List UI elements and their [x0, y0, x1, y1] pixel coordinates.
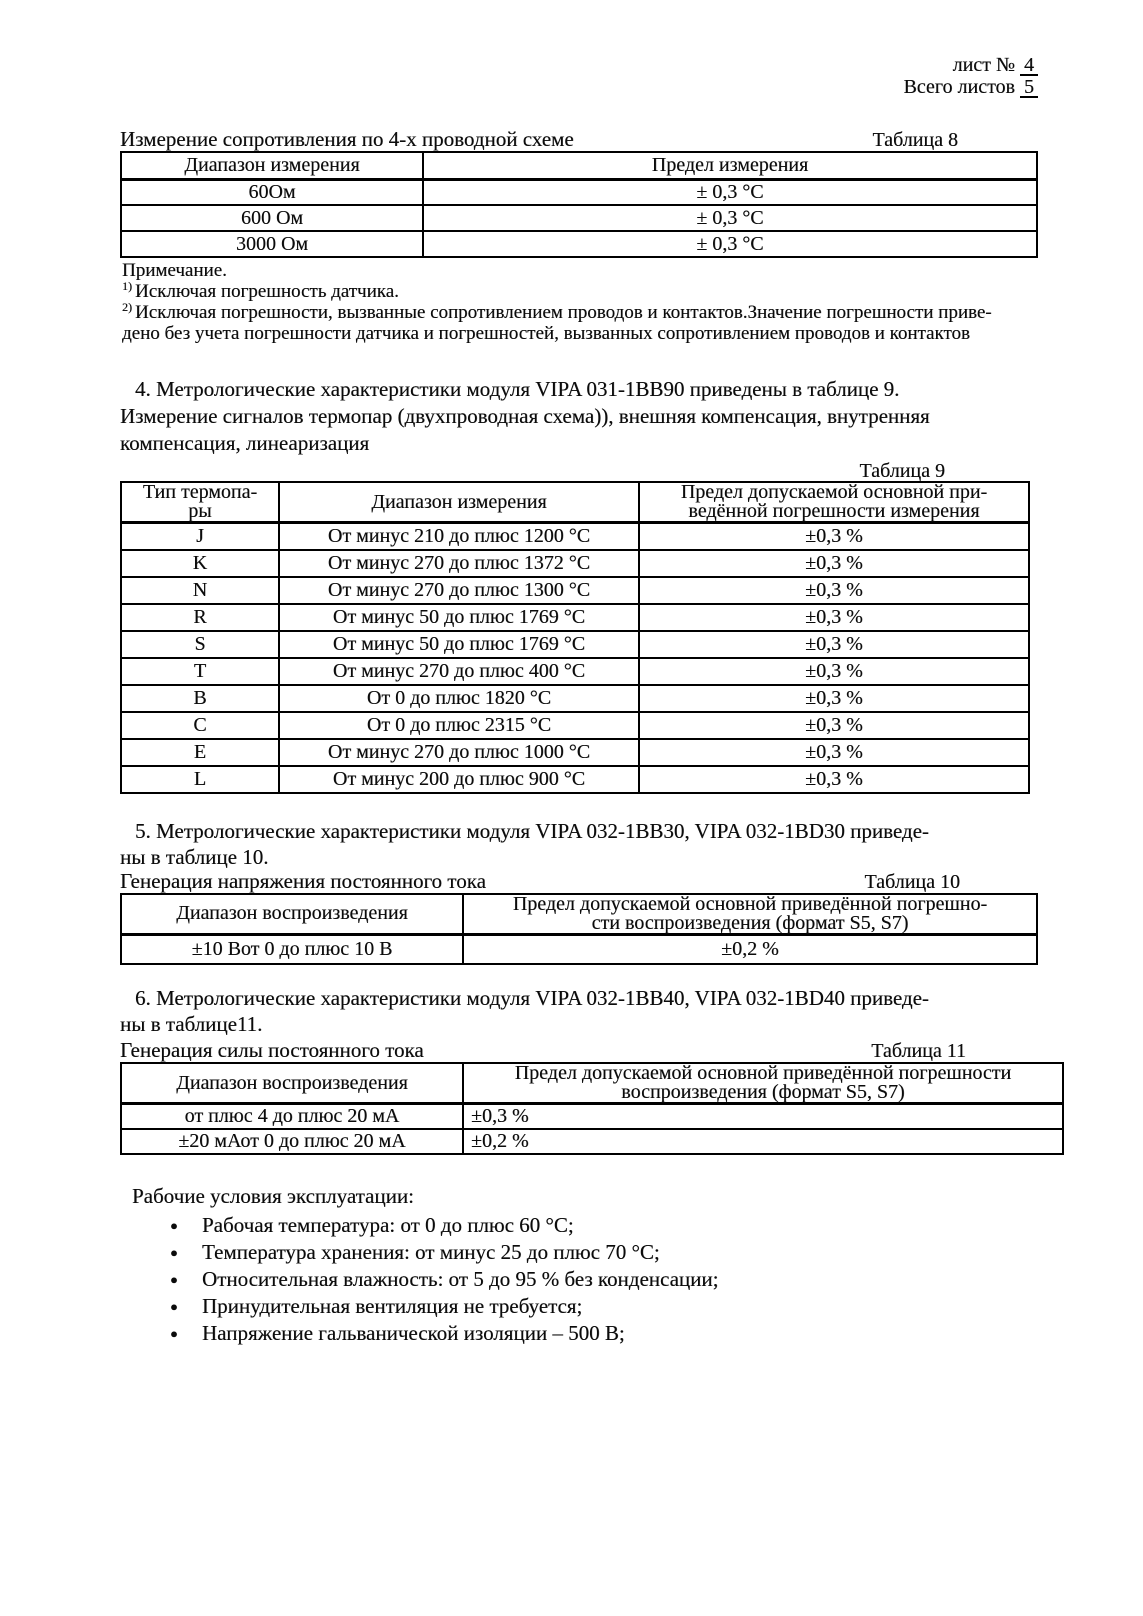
table-row — [121, 631, 1029, 658]
list-item-text: Относительная влажность: от 5 до 95 % без конденсации; — [202, 1267, 719, 1291]
bullet-icon: ● — [170, 1245, 178, 1260]
table-row — [121, 658, 1029, 685]
section-4-paragraph — [120, 376, 1038, 457]
table-cell: R — [121, 604, 279, 631]
table-cell: ±10 Вот 0 до плюс 10 В — [121, 934, 463, 964]
list-item — [170, 1212, 1143, 1239]
table-9 — [120, 481, 1030, 794]
paragraph-line: 4. Метрологические характеристики модуля VIPA 031-1BB90 приведены в таблице 9. — [135, 377, 900, 401]
total-sheets-label: Всего листов — [903, 76, 1015, 98]
table10-header-row — [121, 894, 1037, 935]
table8-header-cell: Диапазон измерения — [121, 152, 423, 179]
footnote-2-line — [122, 299, 1023, 323]
table-row — [121, 739, 1029, 766]
section-6-paragraph — [120, 985, 1038, 1037]
table-cell: S — [121, 631, 279, 658]
bullet-icon: ● — [170, 1272, 178, 1287]
table10-header-cell — [463, 894, 1037, 935]
table-cell: B — [121, 685, 279, 712]
list-item — [170, 1239, 1143, 1266]
table-cell: ±0,3 % — [639, 712, 1029, 739]
table-cell: ±0,3 % — [639, 523, 1029, 550]
table11-caption: Генерация силы постоянного тока — [120, 1038, 424, 1062]
table10-label: Таблица 10 — [864, 870, 960, 893]
table-cell: ±0,3 % — [639, 631, 1029, 658]
list-item-text: Температура хранения: от минус 25 до плюс 70 °С; — [202, 1240, 660, 1264]
header-line: воспроизведения (формат S5, S7) — [621, 1081, 905, 1103]
table-cell: ± 0,3 °С — [423, 179, 1037, 205]
table8-caption: Измерение сопротивления по 4-х проводной схеме — [120, 127, 574, 151]
table-cell: T — [121, 658, 279, 685]
table-row — [121, 766, 1029, 793]
table-row — [121, 712, 1029, 739]
table-cell: От минус 210 до плюс 1200 °С — [279, 523, 639, 550]
list-item — [170, 1320, 1143, 1347]
table-cell: ±0,3 % — [639, 658, 1029, 685]
table-row — [121, 934, 1037, 964]
paragraph-line: компенсация, линеаризация — [120, 431, 370, 455]
table-cell: 60Ом — [121, 179, 423, 205]
table-row — [121, 685, 1029, 712]
header-line: ведённой погрешности измерения — [688, 500, 980, 522]
table-row — [121, 231, 1037, 257]
header-line: Предел допускаемой основной приведённой погрешности — [514, 1062, 1012, 1084]
table8-header-cell: Предел измерения — [423, 152, 1037, 179]
table-cell: E — [121, 739, 279, 766]
list-item-text: Принудительная вентиляция не требуется; — [202, 1294, 583, 1318]
sheet-number-line — [0, 54, 1038, 76]
footnote-2-line: дено без учета погрешности датчика и погрешностей, вызванных сопротивлением проводов и контактов — [122, 323, 970, 344]
sheet-label: лист № — [952, 54, 1015, 76]
table-cell: От минус 270 до плюс 1372 °С — [279, 550, 639, 577]
paragraph-line: 5. Метрологические характеристики модуля VIPA 032-1BB30, VIPA 032-1BD30 приведе- — [135, 818, 929, 843]
table-row — [121, 550, 1029, 577]
list-item — [170, 1266, 1143, 1293]
table-cell: J — [121, 523, 279, 550]
table11-caption-row — [120, 1039, 1064, 1062]
table-cell: ±0,3 % — [639, 604, 1029, 631]
table-cell: ±0,3 % — [639, 685, 1029, 712]
table9-header-cell: Диапазон измерения — [279, 482, 639, 523]
footnote-2-marker: 2) — [122, 299, 132, 314]
header-line: ры — [188, 500, 212, 522]
table-cell: ± 0,3 °С — [423, 205, 1037, 231]
table-cell: От 0 до плюс 2315 °С — [279, 712, 639, 739]
table-11 — [120, 1062, 1064, 1155]
table-row — [121, 604, 1029, 631]
table-cell: От минус 270 до плюс 1300 °С — [279, 577, 639, 604]
list-item-text: Напряжение гальванической изоляции – 500 В; — [202, 1321, 625, 1345]
table-cell: от плюс 4 до плюс 20 мА — [121, 1104, 463, 1130]
table9-label: Таблица 9 — [859, 460, 945, 482]
table11-label: Таблица 11 — [871, 1040, 966, 1062]
total-sheets-number: 5 — [1020, 78, 1038, 98]
paragraph-line: Измерение сигналов термопар (двухпроводная схема)), внешняя компенсация, внутренняя — [120, 404, 930, 428]
notes-block — [122, 261, 1023, 344]
table-cell: ±0,3 % — [639, 766, 1029, 793]
table-cell: C — [121, 712, 279, 739]
section-5-paragraph — [120, 818, 1038, 870]
footnote-1 — [122, 278, 1023, 302]
table-cell: ±0,3 % — [463, 1104, 1063, 1130]
table-cell: От минус 50 до плюс 1769 °С — [279, 604, 639, 631]
table-cell: ± 0,3 °С — [423, 231, 1037, 257]
table9-header-cell — [639, 482, 1029, 523]
bullet-icon: ● — [170, 1299, 178, 1314]
table-cell: N — [121, 577, 279, 604]
sheet-number: 4 — [1020, 56, 1038, 76]
table10-caption-row — [120, 870, 1038, 893]
conditions-list — [170, 1212, 1143, 1347]
table9-header-row — [121, 482, 1029, 523]
footnote-1-text: Исключая погрешность датчика. — [135, 281, 399, 302]
bullet-icon: ● — [170, 1218, 178, 1233]
table-row — [121, 1129, 1063, 1154]
table-cell: ±0,3 % — [639, 577, 1029, 604]
table-row — [121, 523, 1029, 550]
footnote-1-marker: 1) — [122, 278, 132, 293]
table-row — [121, 205, 1037, 231]
footnote-2-text: Исключая погрешности, вызванные сопротивлением проводов и контактов.Значение погрешности приве- — [135, 302, 992, 323]
footnote-2 — [122, 299, 1023, 344]
table8-label: Таблица 8 — [872, 129, 958, 151]
table-cell: ±0,3 % — [639, 550, 1029, 577]
table-cell: От минус 270 до плюс 400 °С — [279, 658, 639, 685]
table11-header-row — [121, 1063, 1063, 1104]
table-cell: ±0,3 % — [639, 739, 1029, 766]
table11-header-cell: Диапазон воспроизведения — [121, 1063, 463, 1104]
paragraph-line: ны в таблице11. — [120, 1012, 263, 1036]
table-cell: ±0,2 % — [463, 934, 1037, 964]
table-cell: 600 Ом — [121, 205, 423, 231]
conditions-title: Рабочие условия эксплуатации: — [132, 1184, 414, 1208]
table-cell: K — [121, 550, 279, 577]
table-cell: 3000 Ом — [121, 231, 423, 257]
table-cell: От минус 270 до плюс 1000 °С — [279, 739, 639, 766]
table-row — [121, 179, 1037, 205]
table-cell: От минус 200 до плюс 900 °С — [279, 766, 639, 793]
bullet-icon: ● — [170, 1326, 178, 1341]
list-item-text: Рабочая температура: от 0 до плюс 60 °С; — [202, 1213, 574, 1237]
header-line: сти воспроизведения (формат S5, S7) — [591, 911, 909, 934]
list-item — [170, 1293, 1143, 1320]
header-line: Предел допускаемой основной приведённой погрешно- — [512, 892, 988, 915]
paragraph-line: ны в таблице 10. — [120, 844, 269, 869]
table-cell: ±0,2 % — [463, 1129, 1063, 1154]
table-cell: ±20 мАот 0 до плюс 20 мА — [121, 1129, 463, 1154]
table8-caption-row — [120, 128, 1038, 151]
table-cell: От 0 до плюс 1820 °С — [279, 685, 639, 712]
table-cell: От минус 50 до плюс 1769 °С — [279, 631, 639, 658]
table-row — [121, 1104, 1063, 1130]
table-10 — [120, 893, 1038, 966]
table11-header-cell — [463, 1063, 1063, 1104]
total-sheets-line — [0, 76, 1038, 98]
table-row — [121, 577, 1029, 604]
table9-header-cell — [121, 482, 279, 523]
table10-caption: Генерация напряжения постоянного тока — [120, 868, 486, 893]
paragraph-line: 6. Метрологические характеристики модуля VIPA 032-1BB40, VIPA 032-1BD40 приведе- — [135, 986, 929, 1010]
table10-header-cell: Диапазон воспроизведения — [121, 894, 463, 935]
page-header — [0, 0, 1143, 98]
header-line: Предел допускаемой основной при- — [680, 481, 988, 503]
header-line: Тип термопа- — [142, 481, 258, 503]
table-8 — [120, 151, 1038, 258]
notes-title: Примечание. — [122, 260, 227, 281]
table8-header-row — [121, 152, 1037, 179]
table-cell: L — [121, 766, 279, 793]
